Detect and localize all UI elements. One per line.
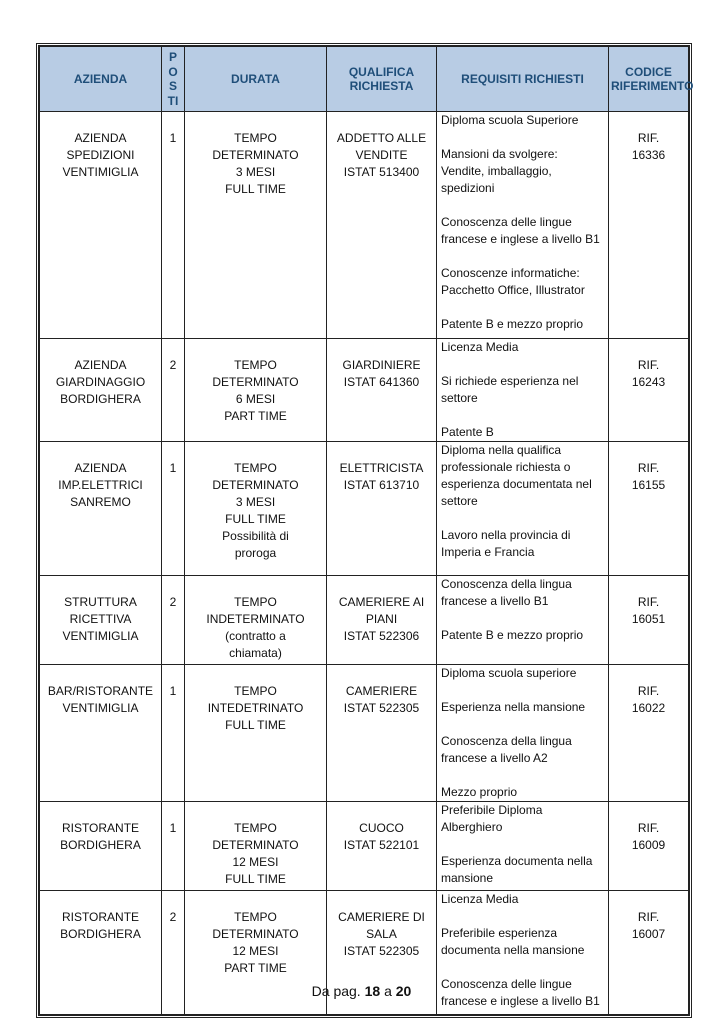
cell-azienda: AZIENDA SPEDIZIONI VENTIMIGLIA bbox=[40, 112, 162, 339]
requirement-paragraph: Conoscenza della lingua francese a livello B1 bbox=[441, 577, 572, 608]
cell-qualifica: CAMERIERE AI PIANI ISTAT 522306 bbox=[327, 576, 437, 665]
header-durata: DURATA bbox=[185, 47, 327, 112]
cell-qualifica: ADDETTO ALLE VENDITE ISTAT 513400 bbox=[327, 112, 437, 339]
cell-qualifica: CAMERIERE DI SALA ISTAT 522305 bbox=[327, 891, 437, 1015]
requirement-paragraph: Esperienza documenta nella mansione bbox=[441, 854, 593, 885]
cell-azienda: STRUTTURA RICETTIVA VENTIMIGLIA bbox=[40, 576, 162, 665]
requirement-paragraph: Conoscenza della lingua francese a livello A2 bbox=[441, 734, 572, 765]
cell-requisiti bbox=[437, 576, 609, 665]
page-range-footer: Da pag. 18 a 20 bbox=[311, 983, 412, 999]
cell-posti: 2 bbox=[162, 576, 185, 665]
requirement-paragraph: Si richiede esperienza nel settore bbox=[441, 374, 579, 405]
cell-azienda: AZIENDA IMP.ELETTRICI SANREMO bbox=[40, 442, 162, 576]
table-row bbox=[40, 665, 689, 802]
cell-azienda: RISTORANTE BORDIGHERA bbox=[40, 802, 162, 891]
requirement-paragraph: Patente B e mezzo proprio bbox=[441, 628, 584, 642]
cell-codice: RIF. 16243 bbox=[609, 339, 689, 442]
job-offers-table bbox=[39, 46, 694, 1015]
requirement-paragraph: Patente B e mezzo proprio bbox=[441, 317, 584, 331]
requirement-paragraph: Diploma nella qualifica professionale richiesta o esperienza documentata nel settore bbox=[441, 443, 592, 508]
header-posti: P O S TI bbox=[162, 47, 185, 112]
cell-codice: RIF. 16051 bbox=[609, 576, 689, 665]
table-row bbox=[40, 576, 689, 665]
requirement-paragraph: Diploma scuola superiore bbox=[441, 666, 577, 680]
cell-qualifica: GIARDINIERE ISTAT 641360 bbox=[327, 339, 437, 442]
requirement-paragraph: Conoscenza delle lingue francese e inglese a livello B1 bbox=[441, 977, 600, 1008]
requirement-paragraph: Esperienza nella mansione bbox=[441, 700, 586, 714]
cell-azienda: BAR/RISTORANTE VENTIMIGLIA bbox=[40, 665, 162, 802]
cell-codice: RIF. 16022 bbox=[609, 665, 689, 802]
cell-posti: 1 bbox=[162, 802, 185, 891]
requirement-paragraph: Mezzo proprio bbox=[441, 785, 518, 799]
requirement-paragraph: Conoscenza delle lingue francese e inglese a livello B1 bbox=[441, 215, 600, 246]
requirement-paragraph: Diploma scuola Superiore bbox=[441, 113, 579, 127]
cell-durata: TEMPO DETERMINATO 12 MESI FULL TIME bbox=[185, 802, 327, 891]
table-row bbox=[40, 339, 689, 442]
header-codice: CODICE RIFERIMENTO bbox=[609, 47, 689, 112]
requirement-paragraph: Preferibile Diploma Alberghiero bbox=[441, 803, 543, 834]
cell-azienda: AZIENDA GIARDINAGGIO BORDIGHERA bbox=[40, 339, 162, 442]
table-row bbox=[40, 442, 689, 576]
cell-azienda: RISTORANTE BORDIGHERA bbox=[40, 891, 162, 1015]
table-row bbox=[40, 112, 689, 339]
job-offers-table-frame bbox=[36, 43, 692, 1018]
requirement-paragraph: Conoscenze informatiche: Pacchetto Office, Illustrator bbox=[441, 266, 585, 297]
cell-durata: TEMPO DETERMINATO 3 MESI FULL TIME Possibilità di proroga bbox=[185, 442, 327, 576]
table-header-row bbox=[40, 47, 689, 112]
cell-qualifica: CAMERIERE ISTAT 522305 bbox=[327, 665, 437, 802]
cell-durata: TEMPO INDETERMINATO (contratto a chiamata) bbox=[185, 576, 327, 665]
requirement-paragraph: Licenza Media bbox=[441, 340, 519, 354]
requirement-paragraph: Licenza Media bbox=[441, 892, 519, 906]
cell-codice: RIF. 16336 bbox=[609, 112, 689, 339]
cell-requisiti bbox=[437, 339, 609, 442]
cell-posti: 1 bbox=[162, 665, 185, 802]
table-body bbox=[40, 112, 689, 1015]
cell-durata: TEMPO DETERMINATO 3 MESI FULL TIME bbox=[185, 112, 327, 339]
cell-durata: TEMPO DETERMINATO 6 MESI PART TIME bbox=[185, 339, 327, 442]
cell-requisiti bbox=[437, 112, 609, 339]
requirement-paragraph: Patente B bbox=[441, 425, 494, 439]
cell-durata: TEMPO INTEDETRINATO FULL TIME bbox=[185, 665, 327, 802]
header-azienda: AZIENDA bbox=[40, 47, 162, 112]
cell-qualifica: ELETTRICISTA ISTAT 613710 bbox=[327, 442, 437, 576]
cell-requisiti bbox=[437, 802, 609, 891]
cell-posti: 2 bbox=[162, 339, 185, 442]
cell-codice: RIF. 16155 bbox=[609, 442, 689, 576]
cell-requisiti bbox=[437, 442, 609, 576]
cell-durata: TEMPO DETERMINATO 12 MESI PART TIME bbox=[185, 891, 327, 1015]
requirement-paragraph: Preferibile esperienza documenta nella mansione bbox=[441, 926, 585, 957]
cell-codice: RIF. 16007 bbox=[609, 891, 689, 1015]
requirement-paragraph: Mansioni da svolgere: Vendite, imballaggio, spedizioni bbox=[441, 147, 558, 195]
cell-requisiti bbox=[437, 665, 609, 802]
cell-qualifica: CUOCO ISTAT 522101 bbox=[327, 802, 437, 891]
cell-posti: 2 bbox=[162, 891, 185, 1015]
requirement-paragraph: Lavoro nella provincia di Imperia e Francia bbox=[441, 528, 571, 559]
header-requisiti: REQUISITI RICHIESTI bbox=[437, 47, 609, 112]
cell-posti: 1 bbox=[162, 112, 185, 339]
cell-codice: RIF. 16009 bbox=[609, 802, 689, 891]
header-qualifica: QUALIFICA RICHIESTA bbox=[327, 47, 437, 112]
cell-posti: 1 bbox=[162, 442, 185, 576]
table-row bbox=[40, 802, 689, 891]
